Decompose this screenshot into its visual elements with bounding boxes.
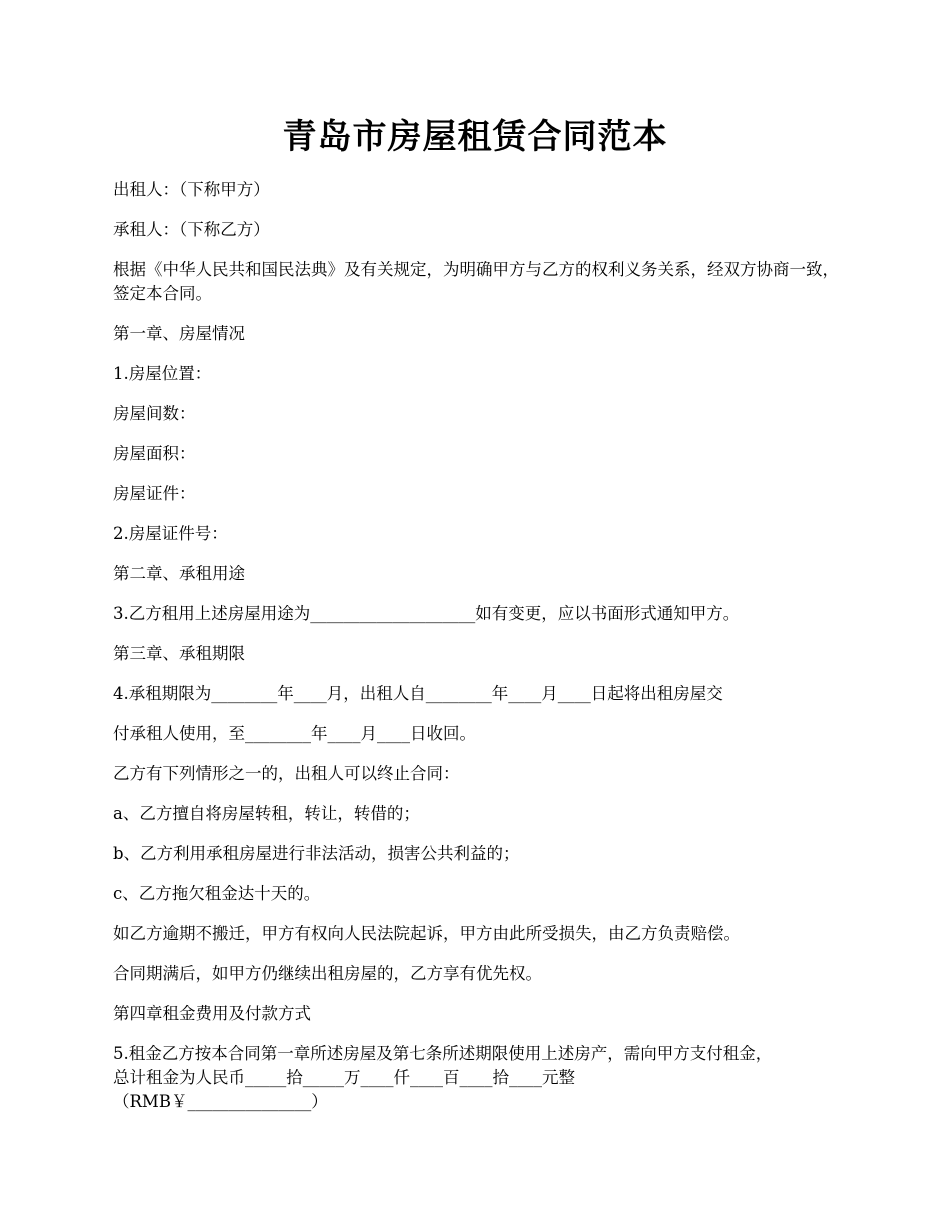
chapter-1-heading: 第一章、房屋情况 xyxy=(113,324,245,343)
rental-use-clause: 3.乙方租用上述房屋用途为____________________如有变更，应以书面形式通知甲方。 xyxy=(113,604,740,623)
renewal-clause: 合同期满后，如甲方仍继续出租房屋的，乙方享有优先权。 xyxy=(113,964,542,983)
house-certificate-number-line: 2.房屋证件号： xyxy=(113,524,228,543)
rent-clause-line-1: 5.租金乙方按本合同第一章所述房屋及第七条所述期限使用上述房产，需向甲方支付租金， xyxy=(113,1044,773,1063)
lessor-line: 出租人：（下称甲方） xyxy=(113,180,270,199)
termination-item-b: b、乙方利用承租房屋进行非法活动，损害公共利益的； xyxy=(113,844,520,863)
chapter-2-heading: 第二章、承租用途 xyxy=(113,564,245,583)
chapter-3-heading: 第三章、承租期限 xyxy=(113,644,245,663)
lessee-line: 承租人：（下称乙方） xyxy=(113,220,270,239)
termination-intro: 乙方有下列情形之一的，出租人可以终止合同： xyxy=(113,764,460,783)
house-rooms-line: 房屋间数： xyxy=(113,404,196,423)
overdue-clause: 如乙方逾期不搬迁，甲方有权向人民法院起诉，甲方由此所受损失，由乙方负责赔偿。 xyxy=(113,924,740,943)
house-certificate-line: 房屋证件： xyxy=(113,484,196,503)
termination-item-a: a、乙方擅自将房屋转租，转让，转借的； xyxy=(113,804,420,823)
house-location-line: 1.房屋位置： xyxy=(113,364,212,383)
preamble-paragraph: 根据《中华人民共和国民法典》及有关规定，为明确甲方与乙方的权利义务关系，经双方协商一致，签定本合同。 xyxy=(113,260,839,303)
document-title: 青岛市房屋租赁合同范本 xyxy=(282,117,668,157)
house-area-line: 房屋面积： xyxy=(113,444,196,463)
rental-term-clause-line-1: 4.承租期限为________年____月，出租人自________年____月____日起将出租房屋交 xyxy=(113,684,723,703)
rent-clause-line-2: 总计租金为人民币_____拾_____万____仟____百____拾____元整 xyxy=(113,1068,575,1087)
termination-item-c: c、乙方拖欠租金达十天的。 xyxy=(113,884,321,903)
document-body xyxy=(113,178,853,1114)
rent-clause xyxy=(113,1042,853,1114)
rental-term-clause-line-2: 付承租人使用，至________年____月____日收回。 xyxy=(113,724,476,743)
rent-clause-line-3: （RMB￥_______________） xyxy=(113,1092,328,1111)
chapter-4-heading: 第四章租金费用及付款方式 xyxy=(113,1004,311,1023)
